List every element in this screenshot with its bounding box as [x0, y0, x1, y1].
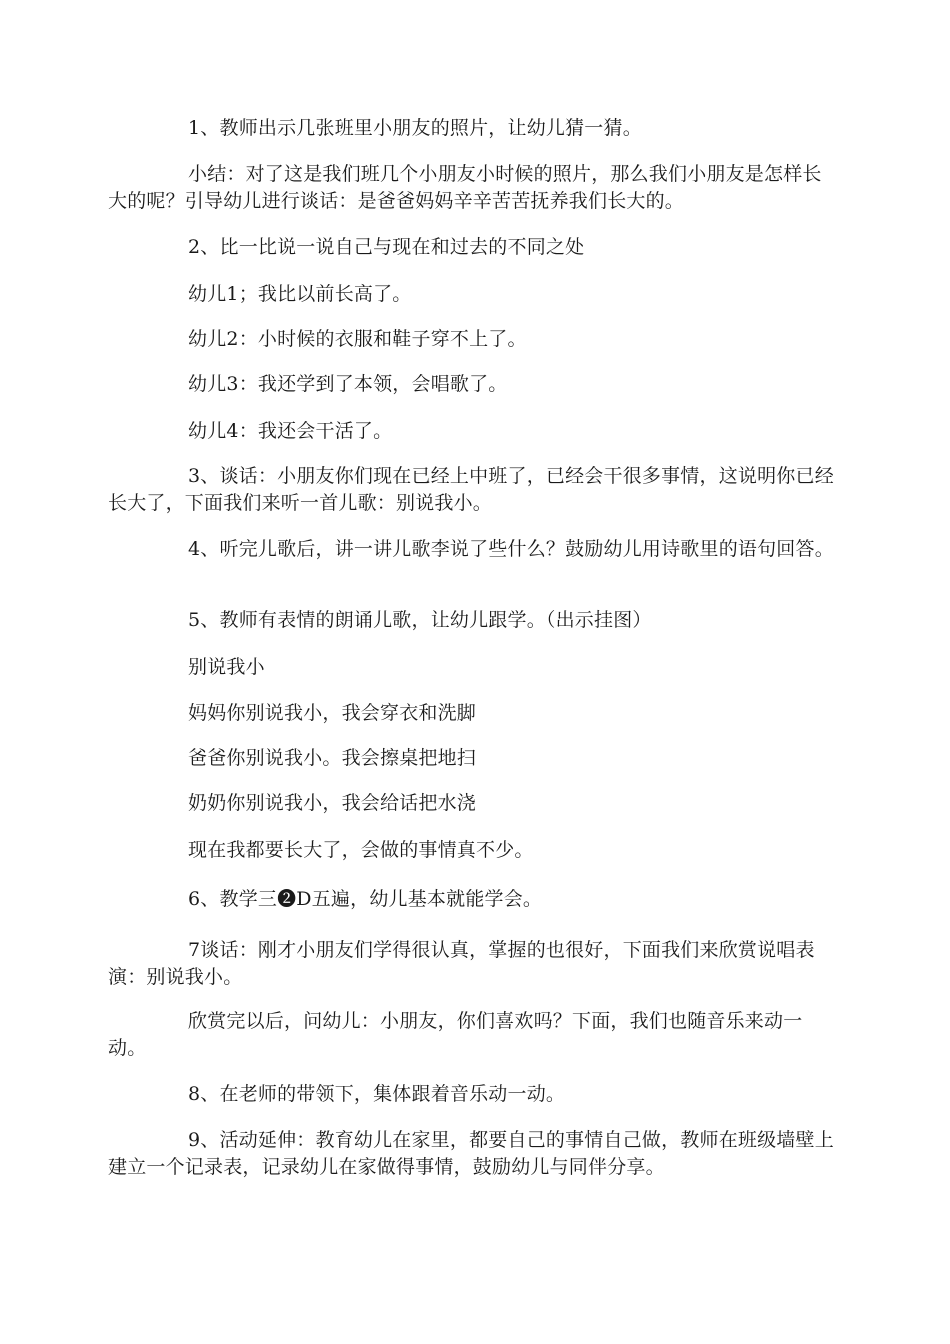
paragraph-step-8: 8、在老师的带领下，集体跟着音乐动一动。: [188, 1083, 566, 1105]
paragraph-step-6: 6、教学三❷D五遍，幼儿基本就能学会。: [188, 888, 543, 910]
paragraph-appreciation: 欣赏完以后，问幼儿：小朋友，你们喜欢吗？下面，我们也随音乐来动一动。: [108, 1010, 803, 1059]
poem-line-1: 妈妈你别说我小，我会穿衣和洗脚: [188, 702, 477, 724]
paragraph-step-3: 3、谈话：小朋友你们现在已经上中班了，已经会干很多事情，这说明你已经长大了，下面我们来听一首儿歌：别说我小。: [108, 465, 834, 514]
paragraph-step-5: 5、教师有表情的朗诵儿歌，让幼儿跟学。（出示挂图）: [188, 609, 652, 631]
paragraph-summary: 小结：对了这是我们班几个小朋友小时候的照片，那么我们小朋友是怎样长大的呢？引导幼儿进行谈话：是爸爸妈妈辛辛苦苦抚养我们长大的。: [108, 163, 822, 212]
poem-line-2: 爸爸你别说我小。我会擦桌把地扫: [188, 747, 477, 769]
paragraph-step-1: 1、教师出示几张班里小朋友的照片，让幼儿猜一猜。: [188, 117, 642, 139]
paragraph-step-9: 9、活动延伸：教育幼儿在家里，都要自己的事情自己做，教师在班级墙壁上建立一个记录表，记录幼儿在家做得事情，鼓励幼儿与同伴分享。: [108, 1129, 834, 1178]
poem-line-3: 奶奶你别说我小，我会给话把水浇: [188, 792, 477, 814]
paragraph-child-4: 幼儿4：我还会干活了。: [188, 420, 393, 442]
poem-line-4: 现在我都要长大了，会做的事情真不少。: [188, 839, 534, 861]
paragraph-child-3: 幼儿3：我还学到了本领，会唱歌了。: [188, 373, 508, 395]
paragraph-step-7: 7谈话：刚才小朋友们学得很认真，掌握的也很好，下面我们来欣赏说唱表演：别说我小。: [108, 939, 815, 988]
poem-title: 别说我小: [188, 656, 265, 678]
paragraph-child-2: 幼儿2：小时候的衣服和鞋子穿不上了。: [188, 328, 527, 350]
paragraph-step-4: 4、听完儿歌后，讲一讲儿歌李说了些什么？鼓励幼儿用诗歌里的语句回答。: [188, 538, 834, 560]
paragraph-child-1: 幼儿1；我比以前长高了。: [188, 283, 412, 305]
paragraph-step-2: 2、比一比说一说自己与现在和过去的不同之处: [188, 236, 585, 258]
